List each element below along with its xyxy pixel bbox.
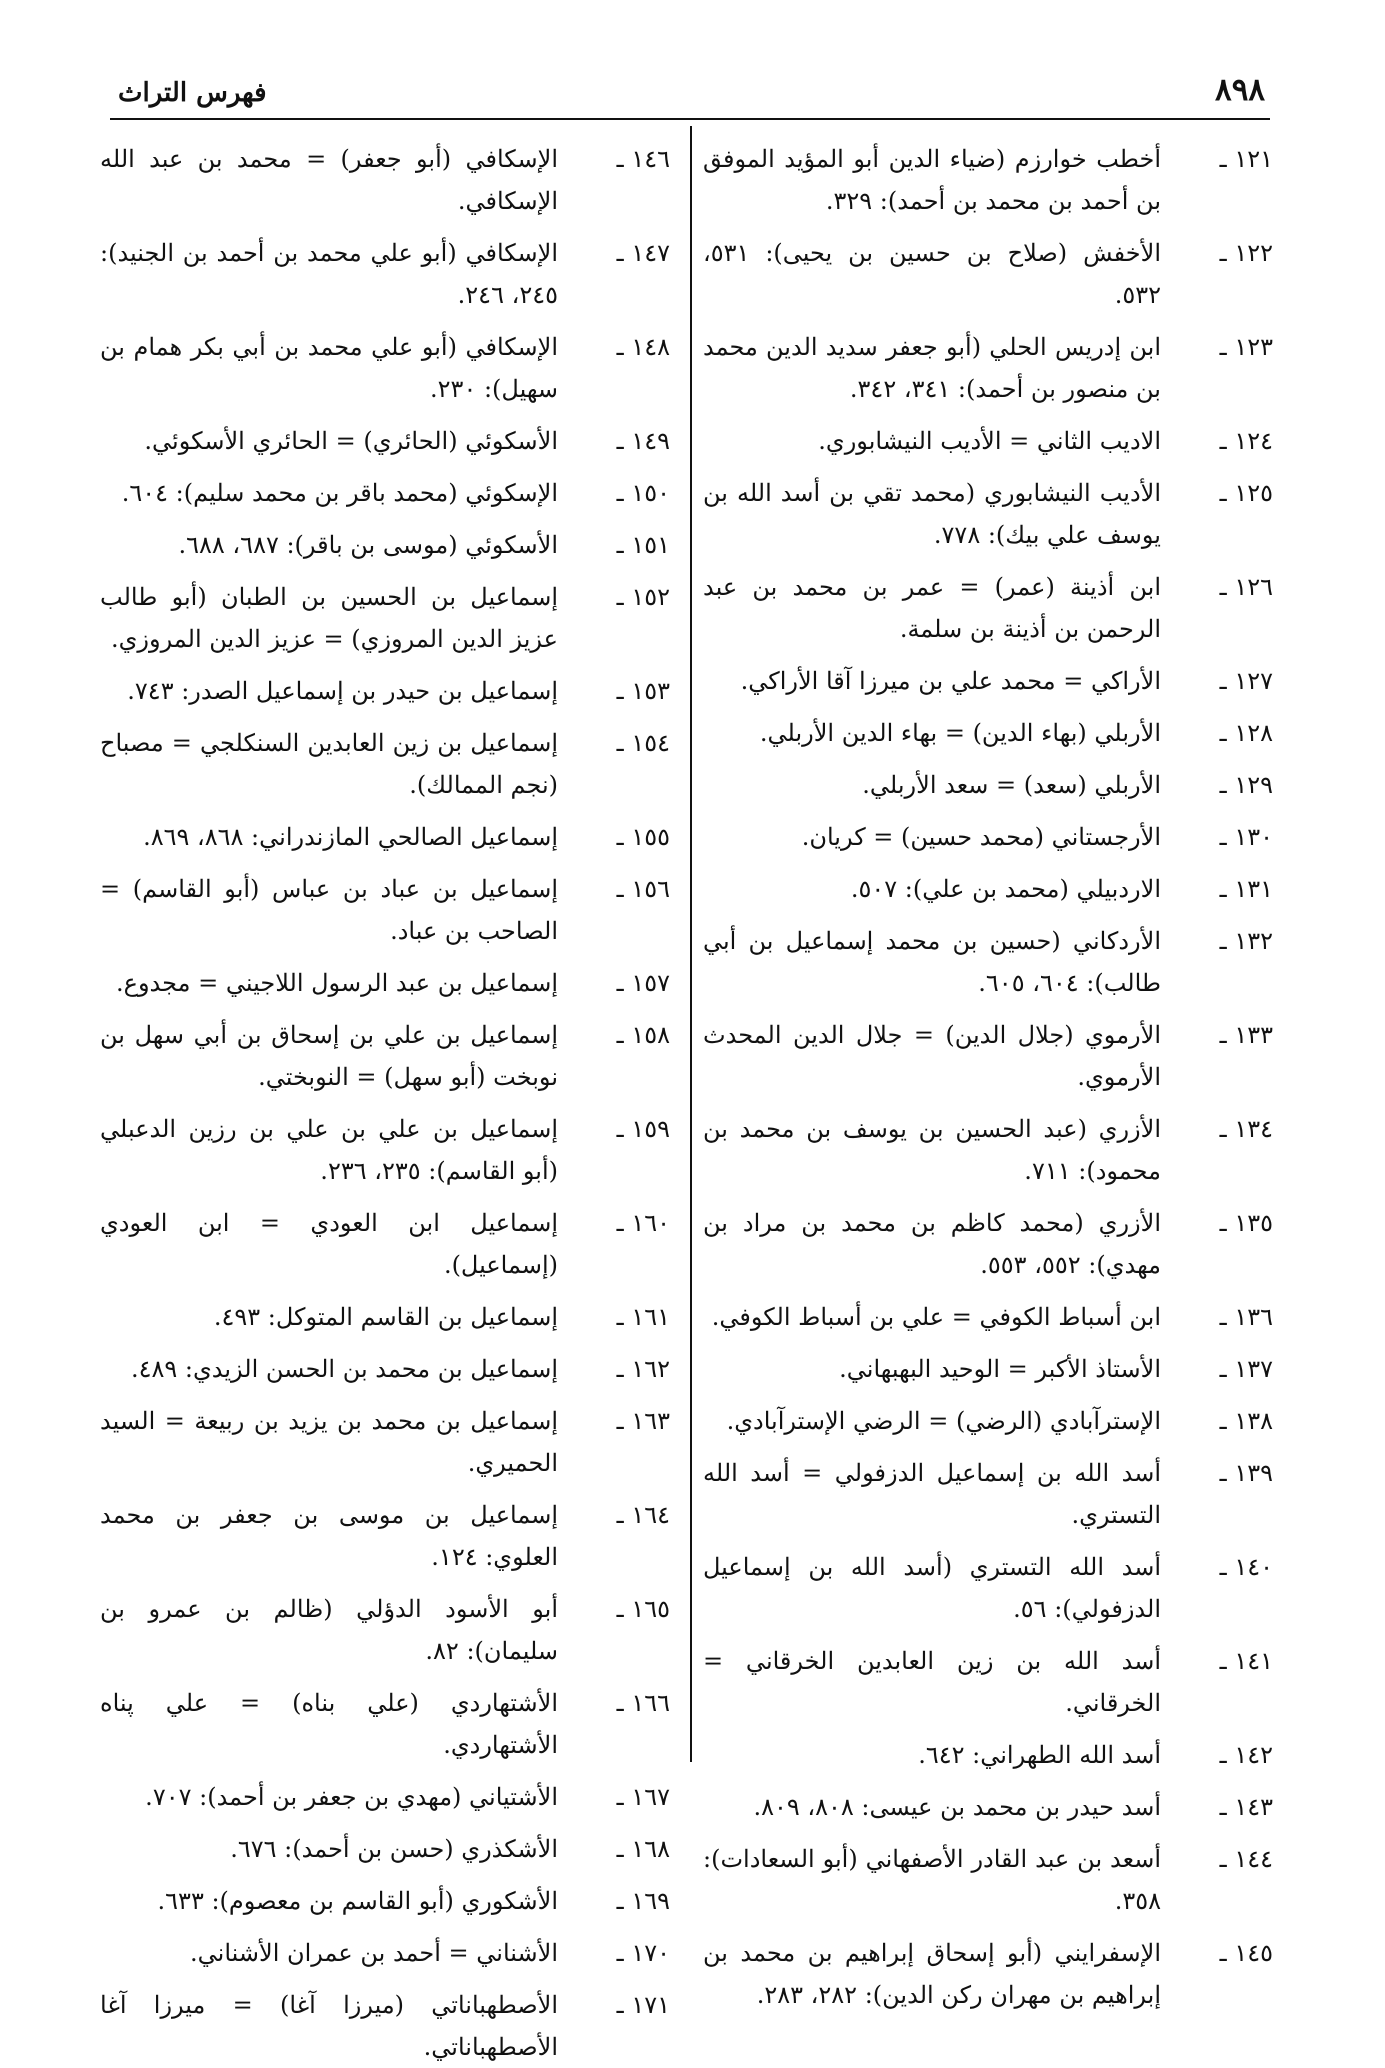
entry-number: ١٥٠ ـ (616, 479, 670, 507)
entry-text: الأزري (عبد الحسين بن يوسف بن محمد بن محمود): ٧١١. (703, 1115, 1161, 1185)
entry-text: أسد حيدر بن محمد بن عيسى: ٨٠٨، ٨٠٩. (753, 1793, 1161, 1821)
entry-number: ١٦٧ ـ (616, 1783, 670, 1811)
index-entry (100, 1932, 670, 1974)
entry-text: إسماعيل بن عباد بن عباس (أبو القاسم) = الصاحب بن عباد. (100, 875, 558, 945)
index-entry (100, 1202, 670, 1286)
index-entry (703, 920, 1273, 1004)
entry-text: إسماعيل بن الحسين بن الطبان (أبو طالب عزيز الدين المروزي) = عزيز الدين المروزي. (100, 583, 558, 653)
index-entry (703, 1014, 1273, 1098)
index-entry (100, 1400, 670, 1484)
entry-number: ١٥١ ـ (616, 531, 670, 559)
index-entry (100, 722, 670, 806)
entry-number: ١٤٠ ـ (1219, 1553, 1273, 1581)
header-rule (110, 118, 1270, 120)
entry-number: ١٤٦ ـ (616, 145, 670, 173)
entry-number: ١٥٢ ـ (616, 583, 670, 611)
entry-text: أخطب خوارزم (ضياء الدين أبو المؤيد الموفق بن أحمد بن محمد بن أحمد): ٣٢٩. (703, 145, 1161, 215)
entry-number: ١٤٩ ـ (616, 427, 670, 455)
entry-text: أسد الله بن زين العابدين الخرقاني = الخرقاني. (703, 1647, 1161, 1717)
entry-text: الإسكافي (أبو علي محمد بن أبي بكر همام بن سهيل): ٢٣٠. (100, 333, 558, 403)
entry-number: ١٧٠ ـ (616, 1939, 670, 1967)
entry-text: ابن أسباط الكوفي = علي بن أسباط الكوفي. (711, 1303, 1161, 1331)
entry-number: ١٤٨ ـ (616, 333, 670, 361)
index-entry (703, 1452, 1273, 1536)
entry-text: ابن إدريس الحلي (أبو جعفر سديد الدين محمد بن منصور بن أحمد): ٣٤١، ٣٤٢. (703, 333, 1161, 403)
index-entry (703, 764, 1273, 806)
entry-text: الأرجستاني (محمد حسين) = كريان. (801, 823, 1161, 851)
entry-number: ١٥٦ ـ (616, 875, 670, 903)
entry-number: ١٤٣ ـ (1219, 1793, 1273, 1821)
entry-text: الإسكوئي (محمد باقر بن محمد سليم): ٦٠٤. (121, 479, 558, 507)
entry-text: إسماعيل بن محمد بن الحسن الزيدي: ٤٨٩. (130, 1355, 558, 1383)
index-entry (703, 232, 1273, 316)
index-entry (100, 670, 670, 712)
index-entry (703, 1202, 1273, 1286)
entry-text: إسماعيل بن القاسم المتوكل: ٤٩٣. (213, 1303, 558, 1331)
entry-number: ١٤٤ ـ (1219, 1845, 1273, 1873)
index-entry (100, 962, 670, 1004)
index-entry (100, 232, 670, 316)
entry-text: أسد الله التستري (أسد الله بن إسماعيل الدزفولي): ٥٦. (703, 1553, 1161, 1623)
index-entry (703, 326, 1273, 410)
entry-text: الإسترآبادي (الرضي) = الرضي الإسترآبادي. (726, 1407, 1161, 1435)
index-entry (100, 1014, 670, 1098)
entry-text: الأشناني = أحمد بن عمران الأشناني. (190, 1939, 558, 1967)
index-entry (703, 1296, 1273, 1338)
entry-number: ١٢٢ ـ (1219, 239, 1273, 267)
page-number: ٨٩٨ (1215, 72, 1265, 108)
entry-number: ١٦١ ـ (616, 1303, 670, 1331)
entry-number: ١٦٨ ـ (616, 1835, 670, 1863)
entry-number: ١٤١ ـ (1219, 1647, 1273, 1675)
entry-number: ١٦٣ ـ (616, 1407, 670, 1435)
entry-text: الأشتياني (مهدي بن جعفر بن أحمد): ٧٠٧. (145, 1783, 558, 1811)
index-entry (100, 868, 670, 952)
index-entry (703, 1546, 1273, 1630)
entry-text: الاردبيلي (محمد بن علي): ٥٠٧. (850, 875, 1161, 903)
entry-text: الأزري (محمد كاظم بن محمد بن مراد بن مهدي): ٥٥٢، ٥٥٣. (703, 1209, 1161, 1279)
entry-text: أسد الله الطهراني: ٦٤٢. (918, 1741, 1161, 1769)
index-entry (703, 1734, 1273, 1776)
index-entry (100, 816, 670, 858)
entry-number: ١٣١ ـ (1219, 875, 1273, 903)
entry-number: ١٥٥ ـ (616, 823, 670, 851)
entry-text: الأسكوئي (الحائري) = الحائري الأسكوئي. (144, 427, 558, 455)
entry-text: الأربلي (بهاء الدين) = بهاء الدين الأربلي. (759, 719, 1161, 747)
index-entry (703, 816, 1273, 858)
entry-number: ١٦٠ ـ (616, 1209, 670, 1237)
entry-text: الأرموي (جلال الدين) = جلال الدين المحدث الأرموي. (703, 1021, 1161, 1091)
index-entry (703, 1108, 1273, 1192)
entry-number: ١٦٤ ـ (616, 1501, 670, 1529)
entry-number: ١٥٧ ـ (616, 969, 670, 997)
entry-number: ١٧١ ـ (616, 1991, 670, 2019)
index-column-right (703, 138, 1273, 2016)
entry-text: إسماعيل بن علي بن علي بن رزين الدعبلي (أبو القاسم): ٢٣٥، ٢٣٦. (100, 1115, 558, 1185)
entry-text: إسماعيل بن عبد الرسول اللاجيني = مجدوع. (116, 969, 558, 997)
entry-number: ١٦٥ ـ (616, 1595, 670, 1623)
index-entry (100, 576, 670, 660)
entry-number: ١٣٩ ـ (1219, 1459, 1273, 1487)
index-column-left (100, 138, 670, 2068)
entry-text: الأربلي (سعد) = سعد الأربلي. (862, 771, 1161, 799)
entry-text: إسماعيل الصالحي المازندراني: ٨٦٨، ٨٦٩. (143, 823, 558, 851)
index-entry (703, 138, 1273, 222)
entry-text: الأديب النيشابوري (محمد تقي بن أسد الله بن يوسف علي بيك): ٧٧٨. (703, 479, 1162, 549)
entry-text: الأردكاني (حسين بن محمد إسماعيل بن أبي طالب): ٦٠٤، ٦٠٥. (703, 927, 1161, 997)
index-entry (100, 1494, 670, 1578)
entry-text: الأصطهباناتي (ميرزا آغا) = ميرزا آغا الأصطهباناتي. (100, 1991, 558, 2061)
entry-number: ١٢٧ ـ (1219, 667, 1273, 695)
index-entry (100, 1682, 670, 1766)
entry-text: الأشكوري (أبو القاسم بن معصوم): ٦٣٣. (157, 1887, 558, 1915)
index-entry (703, 472, 1273, 556)
entry-number: ١٦٩ ـ (616, 1887, 670, 1915)
entry-text: الإسكافي (أبو علي محمد بن أحمد بن الجنيد): ٢٤٥، ٢٤٦. (100, 239, 558, 309)
entry-number: ١٣٠ ـ (1219, 823, 1273, 851)
index-entry (703, 712, 1273, 754)
entry-number: ١٥٤ ـ (616, 729, 670, 757)
entry-number: ١٢٤ ـ (1219, 427, 1273, 455)
index-entry (703, 1838, 1273, 1922)
entry-number: ١٣٧ ـ (1219, 1355, 1273, 1383)
entry-text: الأخفش (صلاح بن حسين بن يحيى): ٥٣١، ٥٣٢. (703, 239, 1161, 309)
entry-text: الأسكوئي (موسى بن باقر): ٦٨٧، ٦٨٨. (178, 531, 558, 559)
index-entry (100, 472, 670, 514)
entry-number: ١٤٧ ـ (616, 239, 670, 267)
entry-text: إسماعيل بن موسى بن جعفر بن محمد العلوي: ١٢٤. (100, 1501, 558, 1571)
entry-text: الأستاذ الأكبر = الوحيد البهبهاني. (839, 1355, 1161, 1383)
entry-text: الأراكي = محمد علي بن ميرزا آقا الأراكي. (740, 667, 1161, 695)
index-entry (703, 660, 1273, 702)
index-entry (100, 1296, 670, 1338)
index-entry (703, 1348, 1273, 1390)
entry-number: ١٥٣ ـ (616, 677, 670, 705)
entry-number: ١٣٤ ـ (1219, 1115, 1273, 1143)
index-entry (100, 1984, 670, 2068)
index-entry (703, 1786, 1273, 1828)
entry-number: ١٢٨ ـ (1219, 719, 1273, 747)
index-entry (703, 868, 1273, 910)
entry-text: إسماعيل بن محمد بن يزيد بن ربيعة = السيد الحميري. (100, 1407, 558, 1477)
entry-number: ١٣٥ ـ (1219, 1209, 1273, 1237)
entry-number: ١٥٩ ـ (616, 1115, 670, 1143)
entry-number: ١٥٨ ـ (616, 1021, 670, 1049)
entry-text: الإسكافي (أبو جعفر) = محمد بن عبد الله الإسكافي. (100, 145, 558, 215)
index-entry (100, 420, 670, 462)
entry-text: أسعد بن عبد القادر الأصفهاني (أبو السعادات): ٣٥٨. (703, 1845, 1161, 1915)
index-entry (100, 1828, 670, 1870)
entry-text: إسماعيل بن علي بن إسحاق بن أبي سهل بن نوبخت (أبو سهل) = النوبختي. (100, 1021, 558, 1091)
index-entry (703, 420, 1273, 462)
entry-number: ١٢٥ ـ (1219, 479, 1273, 507)
index-entry (703, 1932, 1273, 2016)
entry-text: أسد الله بن إسماعيل الدزفولي = أسد الله التستري. (703, 1459, 1161, 1529)
entry-number: ١٣٣ ـ (1219, 1021, 1273, 1049)
index-entry (703, 566, 1273, 650)
index-entry (100, 1880, 670, 1922)
index-entry (100, 138, 670, 222)
entry-text: إسماعيل بن زين العابدين السنكلجي = مصباح (نجم الممالك). (100, 729, 558, 799)
entry-number: ١٦٢ ـ (616, 1355, 670, 1383)
entry-text: الإسفرايني (أبو إسحاق إبراهيم بن محمد بن إبراهيم بن مهران ركن الدين): ٢٨٢، ٢٨٣. (703, 1939, 1161, 2009)
entry-number: ١٤٢ ـ (1219, 1741, 1273, 1769)
entry-number: ١٢٦ ـ (1219, 573, 1273, 601)
entry-number: ١٢٣ ـ (1219, 333, 1273, 361)
index-entry (100, 1776, 670, 1818)
running-title: فهرس التراث (118, 78, 267, 108)
entry-text: الأشتهاردي (علي بناه) = علي پناه الأشتهاردي. (100, 1689, 558, 1759)
entry-number: ١٣٢ ـ (1219, 927, 1273, 955)
entry-number: ١٢٩ ـ (1219, 771, 1273, 799)
entry-number: ١٢١ ـ (1219, 145, 1273, 173)
entry-text: أبو الأسود الدؤلي (ظالم بن عمرو بن سليمان): ٨٢. (100, 1595, 558, 1665)
column-divider (690, 126, 692, 1762)
index-entry (100, 326, 670, 410)
index-entry (703, 1640, 1273, 1724)
index-entry (100, 1108, 670, 1192)
entry-text: إسماعيل بن حيدر بن إسماعيل الصدر: ٧٤٣. (127, 677, 558, 705)
entry-text: الاديب الثاني = الأديب النيشابوري. (818, 427, 1161, 455)
entry-text: الأشكذري (حسن بن أحمد): ٦٧٦. (230, 1835, 558, 1863)
index-entry (100, 1348, 670, 1390)
entry-number: ١٣٨ ـ (1219, 1407, 1273, 1435)
entry-number: ١٦٦ ـ (616, 1689, 670, 1717)
entry-text: إسماعيل ابن العودي = ابن العودي (إسماعيل). (100, 1209, 558, 1279)
entry-number: ١٤٥ ـ (1219, 1939, 1273, 1967)
entry-number: ١٣٦ ـ (1219, 1303, 1273, 1331)
index-entry (703, 1400, 1273, 1442)
index-entry (100, 1588, 670, 1672)
entry-text: ابن أذينة (عمر) = عمر بن محمد بن عبد الرحمن بن أذينة بن سلمة. (703, 573, 1161, 643)
index-entry (100, 524, 670, 566)
